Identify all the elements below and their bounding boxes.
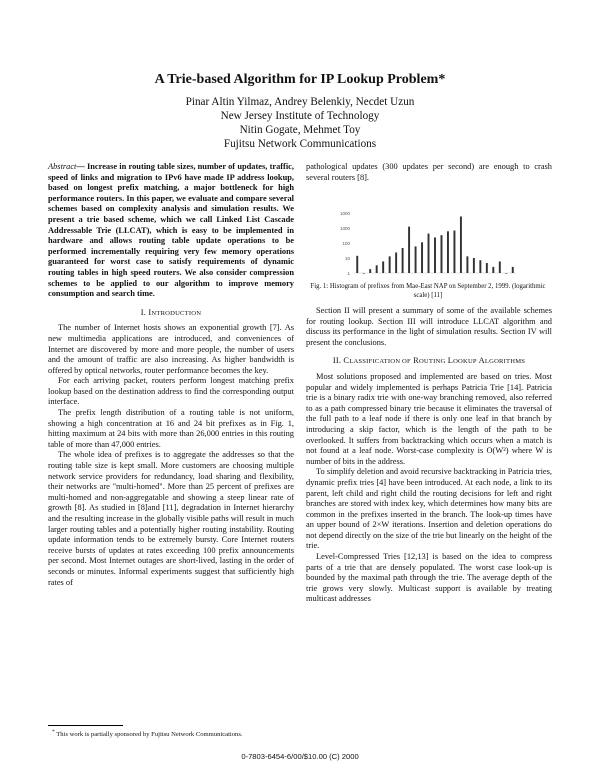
y-tick-label: 100 (342, 241, 350, 246)
authors-line-1: Pinar Altin Yilmaz, Andrey Belenkiy, Necdet Uzun (185, 96, 415, 108)
authors-line-2: Nitin Gogate, Mehmet Toy (239, 124, 361, 136)
paragraph: The prefix length distribution of a routing table is not uniform, showing a high concentration at 16 and 24 bit prefixes as in Fig. 1, hitting maximum at 24 bits with more than 26,000 entries in this routing table of more than 47,000 entries. (48, 408, 294, 449)
histogram-bar (428, 234, 430, 273)
section-heading-1: I. INTRODUCTION (140, 307, 202, 317)
histogram-bar (356, 256, 358, 273)
abstract (48, 162, 294, 300)
page-footer: 0-7803-6454-6/00/$10.00 (C) 2000 (241, 752, 359, 761)
histogram-bar (415, 246, 417, 273)
histogram-bar (408, 227, 410, 273)
right-column (306, 306, 552, 605)
paper-title: A Trie-based Algorithm for IP Lookup Problem* (154, 72, 446, 87)
histogram-bar (460, 216, 462, 273)
footnote: * This work is partially sponsored by Fujitsu Network Communications. (52, 729, 243, 739)
paragraph: pathological updates (300 updates per second) are enough to crash several routers [8]. (306, 162, 552, 182)
paragraph: To simplify deletion and avoid recursive backtracking in Patricia tries, dynamic prefix tries [4] have been introduced. At each node, a link to its parent, left child and right child the routing decisions for left and right branches are stored with index key, which determines how many bits are common in the prefixes inserted in the branch. The look-up times have an upper bound of 2×W iterations. Insertion and deletion operations do not depend directly on the size of the trie but linearly on the height of the trie. (306, 467, 552, 551)
y-tick-label: 1 (347, 271, 350, 276)
authors-affiliation-2: Fujitsu Network Communications (223, 138, 377, 150)
right-column-top (306, 162, 552, 183)
histogram-bar (421, 242, 423, 273)
histogram-bar (486, 263, 488, 273)
histogram-bar (389, 256, 391, 273)
y-tick-label: 10 (344, 256, 350, 261)
histogram-bar (499, 261, 501, 273)
paragraph: Section II will present a summary of some of the available schemes for routing lookup. Section III will introduce LLCAT algorithm and discuss its performance in the light of simulation results. Section IV will present the conclusions. (306, 306, 552, 347)
histogram-bar (369, 269, 371, 273)
section-heading-2: II. CLASSIFICATION OF ROUTING LOOKUP ALGORITHMS (332, 356, 526, 366)
histogram-bar (382, 261, 384, 273)
histogram-bar (395, 252, 397, 273)
figure-caption: Fig. 1: Histogram of prefixes from Mae-East NAP on September 2, 1999. (logarithmic scale) [11] (310, 283, 546, 299)
histogram-bar (402, 248, 404, 273)
left-column (48, 162, 294, 588)
paragraph: Level-Compressed Tries [12,13] is based on the idea to compress parts of a trie that are densely populated. The worst case look-up is bounded by the maximal path through the trie. The average depth of the trie grows very slowly. Multicast support is available by treating multicast addresses (306, 552, 552, 604)
y-tick-label: 1000 (339, 211, 350, 216)
histogram-bar (453, 230, 455, 273)
paragraph: The whole idea of prefixes is to aggregate the addresses so that the routing table size is kept small. More customers are choosing multiple network service providers for redundancy, load sharing and flexibility, their networks are "multi-homed". More than 25 percent of prefixes are multi-homed and non-aggregatable and showing a steep linear rate of growth [8]. As studied in [8]and [11], degradation in Internet hierarchy and the resulting increase in the globally visible paths will result in much larger routing tables and a potentially higher routing instability. Routing update information tends to be extremely bursty. Core Internet routers receive bursts of updates at rates exceeding 100 prefix announcements per second. Most Internet outages are short-lived, lasting in the order of seconds or minutes. Informal experiments suggest that sufficiently high rates of (48, 450, 294, 587)
histogram-bar (466, 256, 468, 273)
histogram-bar (512, 267, 514, 273)
paragraph: Most solutions proposed and implemented are based on tries. Most popular and widely implemented is perhaps Patricia Trie [14]. Patricia trie is a binary radix trie with one-way branching removed, also referred to as a path compressed binary trie because it eliminates the traversal of the full path to a leaf node if there is only one leaf in that branch by introducing a skip factor, which is the length of the path to be overlooked. It suffers from backtracking which occurs when a match is not found at a leaf node. Worst-case complexity is O(W²) where W is number of bits in the address. (306, 371, 552, 466)
histogram-bar (441, 235, 443, 273)
histogram-bar (505, 273, 507, 274)
footnote-rule (48, 725, 123, 726)
histogram-bar (363, 273, 365, 274)
histogram-bar (473, 258, 475, 273)
prefix-histogram-chart (330, 205, 520, 277)
histogram-bar (447, 231, 449, 273)
paragraph: For each arriving packet, routers perform longest matching prefix lookup based on the destination address to find the corresponding output interface. (48, 376, 294, 407)
histogram-bar (376, 265, 378, 273)
abstract-label: Abstract (48, 162, 77, 171)
abstract-text: — Increase in routing table sizes, number of updates, traffic, speed of links and migration to IPv6 have made IP address lookup, based on longest prefix matching, a major bottleneck for high performance routers. In this paper, we evaluate and compare several schemes based on complexity analysis and simulation results. We present a trie based scheme, which we call Linked List Cascade Addressable Trie (LLCAT), which is easy to be implemented in hardware and allows routing table update operations to be performed incrementally requiring very few memory operations guaranteed for worst case to satisfy requirements of dynamic routing tables in high speed routers. We also consider compression schemes to be applied to our algorithm to improve memory consumption and search time. (48, 162, 294, 299)
y-tick-label: 1000 (339, 226, 350, 231)
histogram-bar (434, 237, 436, 273)
histogram-bar (492, 267, 494, 273)
histogram-bar (479, 260, 481, 273)
authors-affiliation-1: New Jersey Institute of Technology (220, 110, 380, 122)
paragraph: The number of Internet hosts shows an exponential growth [7]. As new multimedia applications are introduced, and conveniences of Internet are discovered by more and more people, the number of users and the amount of traffic are also increasing. As higher bandwidth is offered by optical networks, router performance becomes the key. (48, 323, 294, 375)
